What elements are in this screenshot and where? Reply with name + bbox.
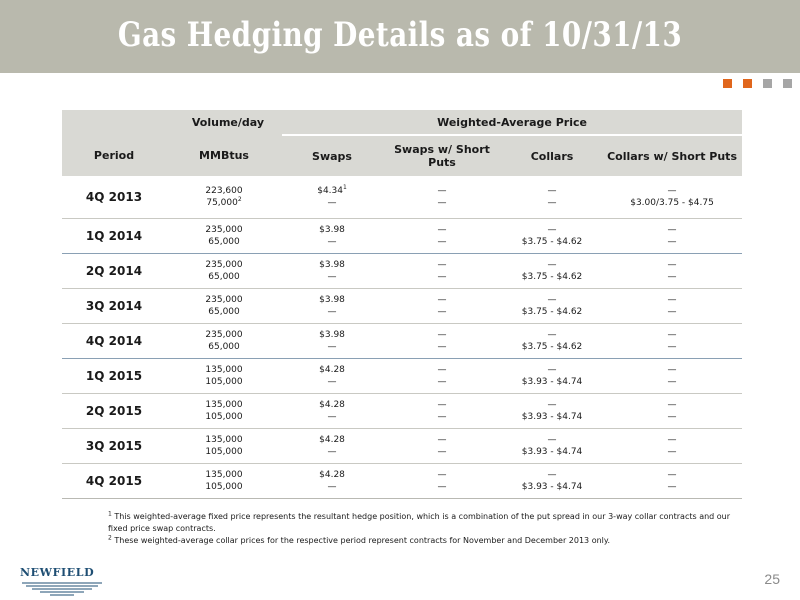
table-row [62, 429, 742, 464]
accent-square-orange-2 [743, 79, 752, 88]
swaps-line-2: — [327, 198, 337, 208]
collars-cell: — $3.93 - $4.74 [502, 429, 602, 464]
footnote-ref: 1 [342, 184, 347, 191]
swaps-cell: $4.28 — [282, 359, 382, 394]
collars-short-puts-cell: — — [602, 219, 742, 254]
swaps-short-puts-cell: — — [382, 176, 502, 219]
swaps-cell: $4.28 — [282, 394, 382, 429]
footnotes [108, 511, 748, 547]
collars-short-puts-cell: — — [602, 289, 742, 324]
page-number: 25 [764, 571, 780, 587]
collars-cell: — $3.93 - $4.74 [502, 464, 602, 499]
volume-cell [166, 176, 282, 219]
collars-short-puts-cell: — $3.00/3.75 - $4.75 [602, 176, 742, 219]
swaps-short-puts-cell: — — [382, 429, 502, 464]
collars-cell: — $3.75 - $4.62 [502, 219, 602, 254]
group-header-price: Weighted-Average Price [282, 110, 742, 135]
swaps-short-puts-cell: — — [382, 324, 502, 359]
collars-cell: — — [502, 176, 602, 219]
newfield-logo: NEWFIELD [20, 566, 95, 579]
period-cell: 3Q 2015 [62, 429, 166, 464]
volume-line-2: 75,000$^2$ [206, 196, 242, 208]
col-header-period: Period [62, 135, 166, 176]
collars-short-puts-cell: — — [602, 254, 742, 289]
collars-cell: — $3.75 - $4.62 [502, 324, 602, 359]
footnote-1-text: This weighted-average fixed price represents the resultant hedge position, which is a combination of the put spread in our 3-way collar contracts and our fixed price swap contracts. [108, 512, 731, 533]
swaps-cell: $3.98 — [282, 324, 382, 359]
swaps-cell: $3.98 — [282, 289, 382, 324]
collars-cell: — $3.93 - $4.74 [502, 394, 602, 429]
table-row [62, 324, 742, 359]
collars-short-puts-cell: — — [602, 464, 742, 499]
swaps-cell: $4.28 — [282, 464, 382, 499]
swaps-line-1: $4.34$^1$ [317, 184, 347, 196]
collars-short-puts-cell: — — [602, 429, 742, 464]
swaps-cell: $3.98 — [282, 254, 382, 289]
footnote-1-marker: 1 [108, 510, 112, 518]
volume-cell: 135,000 105,000 [166, 394, 282, 429]
swaps-cell: $4.28 — [282, 429, 382, 464]
period-cell: 4Q 2014 [62, 324, 166, 359]
period-cell: 2Q 2014 [62, 254, 166, 289]
collars-cell: — $3.93 - $4.74 [502, 359, 602, 394]
col-header-swaps-short-puts: Swaps w/ Short Puts [382, 135, 502, 176]
swaps-short-puts-cell: — — [382, 289, 502, 324]
title-bar [0, 0, 800, 73]
accent-square-gray-1 [763, 79, 772, 88]
footnote-2 [108, 535, 748, 547]
table-row [62, 219, 742, 254]
footnote-1 [108, 511, 748, 535]
table-row [62, 464, 742, 499]
volume-cell: 135,000 105,000 [166, 359, 282, 394]
collars-cell: — $3.75 - $4.62 [502, 254, 602, 289]
table-row [62, 289, 742, 324]
period-cell: 1Q 2014 [62, 219, 166, 254]
slide-title: Gas Hedging Details as of 10/31/13 [117, 15, 683, 55]
swaps-short-puts-cell: — — [382, 394, 502, 429]
col-header-collars: Collars [502, 135, 602, 176]
accent-square-orange-1 [723, 79, 732, 88]
collars-cell: — $3.75 - $4.62 [502, 289, 602, 324]
period-cell: 4Q 2013 [62, 176, 166, 219]
swaps-short-puts-cell: — — [382, 359, 502, 394]
volume-cell: 235,000 65,000 [166, 219, 282, 254]
group-header-volume: Volume/day [62, 110, 282, 135]
footnote-2-marker: 2 [108, 534, 112, 542]
volume-cell: 235,000 65,000 [166, 254, 282, 289]
period-cell: 2Q 2015 [62, 394, 166, 429]
table-row [62, 176, 742, 219]
col-header-swaps: Swaps [282, 135, 382, 176]
footnote-2-text: These weighted-average collar prices for the respective period represent contracts for November and December 2013 only. [114, 536, 611, 545]
volume-cell: 235,000 65,000 [166, 289, 282, 324]
volume-line-1: 223,600 [205, 186, 243, 196]
volume-cell: 135,000 105,000 [166, 429, 282, 464]
collars-short-puts-cell: — — [602, 394, 742, 429]
period-cell: 1Q 2015 [62, 359, 166, 394]
volume-cell: 135,000 105,000 [166, 464, 282, 499]
volume-cell: 235,000 65,000 [166, 324, 282, 359]
period-cell: 4Q 2015 [62, 464, 166, 499]
period-cell: 3Q 2014 [62, 289, 166, 324]
swaps-short-puts-cell: — — [382, 464, 502, 499]
table-row [62, 254, 742, 289]
accent-square-gray-2 [783, 79, 792, 88]
hedging-table [62, 110, 742, 499]
collars-short-puts-cell: — — [602, 359, 742, 394]
col-header-collars-short-puts: Collars w/ Short Puts [602, 135, 742, 176]
col-header-mmbtus: MMBtus [166, 135, 282, 176]
swaps-short-puts-cell: — — [382, 254, 502, 289]
table-row [62, 359, 742, 394]
footnote-ref: 2 [237, 196, 242, 203]
table-row [62, 394, 742, 429]
logo-lines-icon [22, 580, 102, 596]
swaps-short-puts-cell: — — [382, 219, 502, 254]
swaps-cell [282, 176, 382, 219]
collars-short-puts-cell: — — [602, 324, 742, 359]
swaps-cell: $3.98 — [282, 219, 382, 254]
